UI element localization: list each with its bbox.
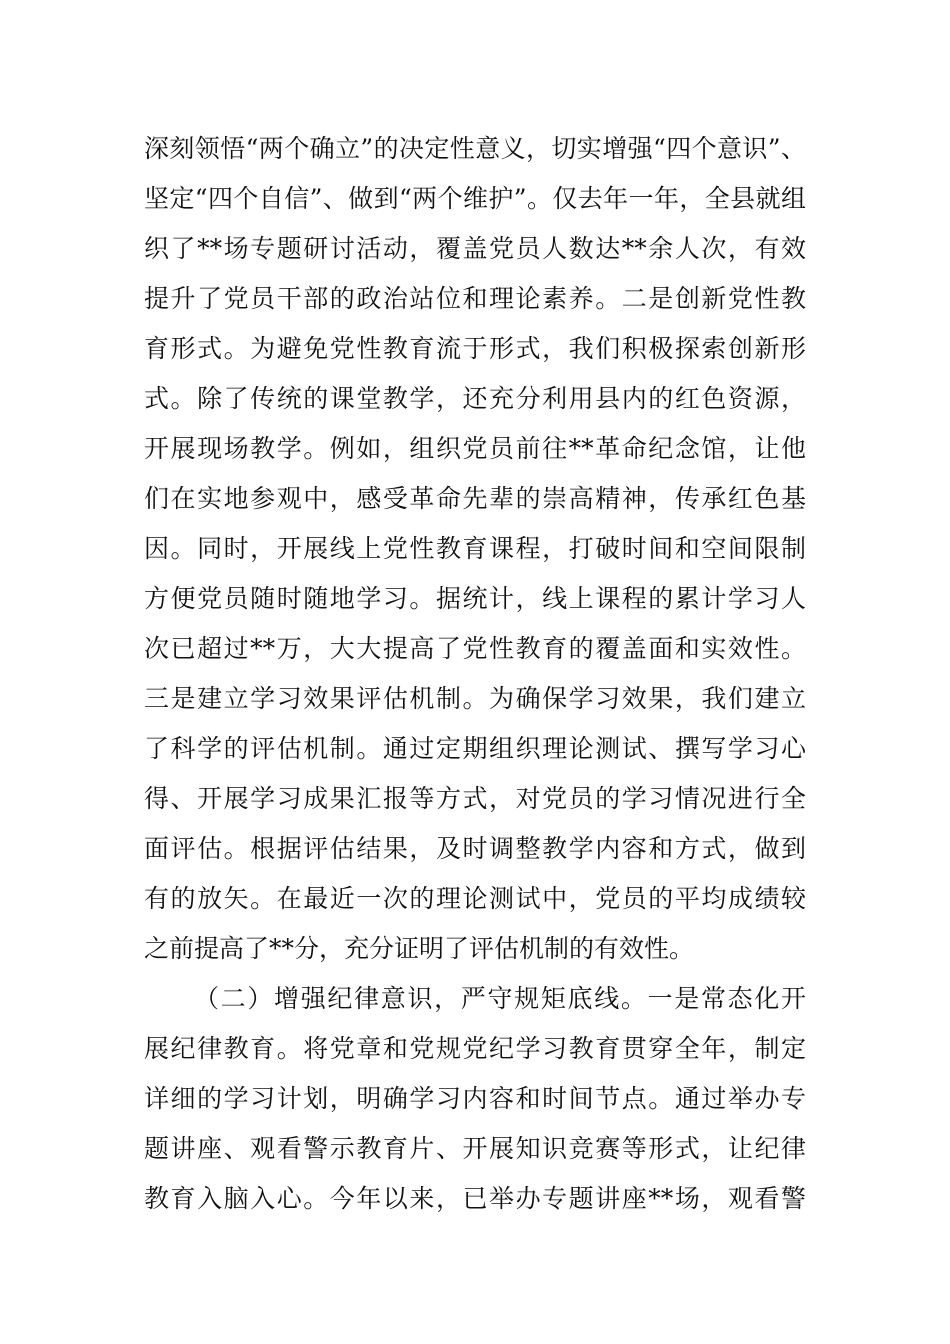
text-line: 提升了党员干部的政治站位和理论素养。二是创新党性教 [144, 284, 806, 313]
text-line-section-heading: （二）增强纪律意识，严守规矩底线。一是常态化开 [194, 984, 806, 1013]
text-line: 了科学的评估机制。通过定期组织理论测试、撰写学习心 [144, 734, 806, 763]
text-line: 次已超过**万，大大提高了党性教育的覆盖面和实效性。 [144, 634, 806, 663]
text-line: 题讲座、观看警示教育片、开展知识竞赛等形式，让纪律 [144, 1134, 806, 1163]
text-line: 坚定“四个自信”、做到“两个维护”。仅去年一年，全县就组 [144, 184, 806, 213]
text-line: 有的放矢。在最近一次的理论测试中，党员的平均成绩较 [144, 884, 806, 913]
text-line: 织了**场专题研讨活动，覆盖党员人数达**余人次，有效 [144, 234, 806, 263]
text-line: 教育入脑入心。今年以来，已举办专题讲座**场，观看警 [144, 1184, 806, 1213]
text-line: 因。同时，开展线上党性教育课程，打破时间和空间限制 [144, 534, 806, 563]
text-line: 详细的学习计划，明确学习内容和时间节点。通过举办专 [144, 1084, 806, 1113]
text-line-paragraph-end: 之前提高了**分，充分证明了评估机制的有效性。 [144, 934, 695, 963]
text-line: 深刻领悟“两个确立”的决定性意义，切实增强“四个意识”、 [144, 134, 806, 163]
document-body [144, 124, 806, 1224]
text-line: 面评估。根据评估结果，及时调整教学内容和方式，做到 [144, 834, 806, 863]
text-line: 方便党员随时随地学习。据统计，线上课程的累计学习人 [144, 584, 806, 613]
text-line: 育形式。为避免党性教育流于形式，我们积极探索创新形 [144, 334, 806, 363]
text-line: 得、开展学习成果汇报等方式，对党员的学习情况进行全 [144, 784, 806, 813]
text-line: 三是建立学习效果评估机制。为确保学习效果，我们建立 [144, 684, 806, 713]
text-line: 展纪律教育。将党章和党规党纪学习教育贯穿全年，制定 [144, 1034, 806, 1063]
text-line: 式。除了传统的课堂教学，还充分利用县内的红色资源， [144, 384, 806, 413]
text-line: 们在实地参观中，感受革命先辈的崇高精神，传承红色基 [144, 484, 806, 513]
text-line: 开展现场教学。例如，组织党员前往**革命纪念馆，让他 [144, 434, 806, 463]
